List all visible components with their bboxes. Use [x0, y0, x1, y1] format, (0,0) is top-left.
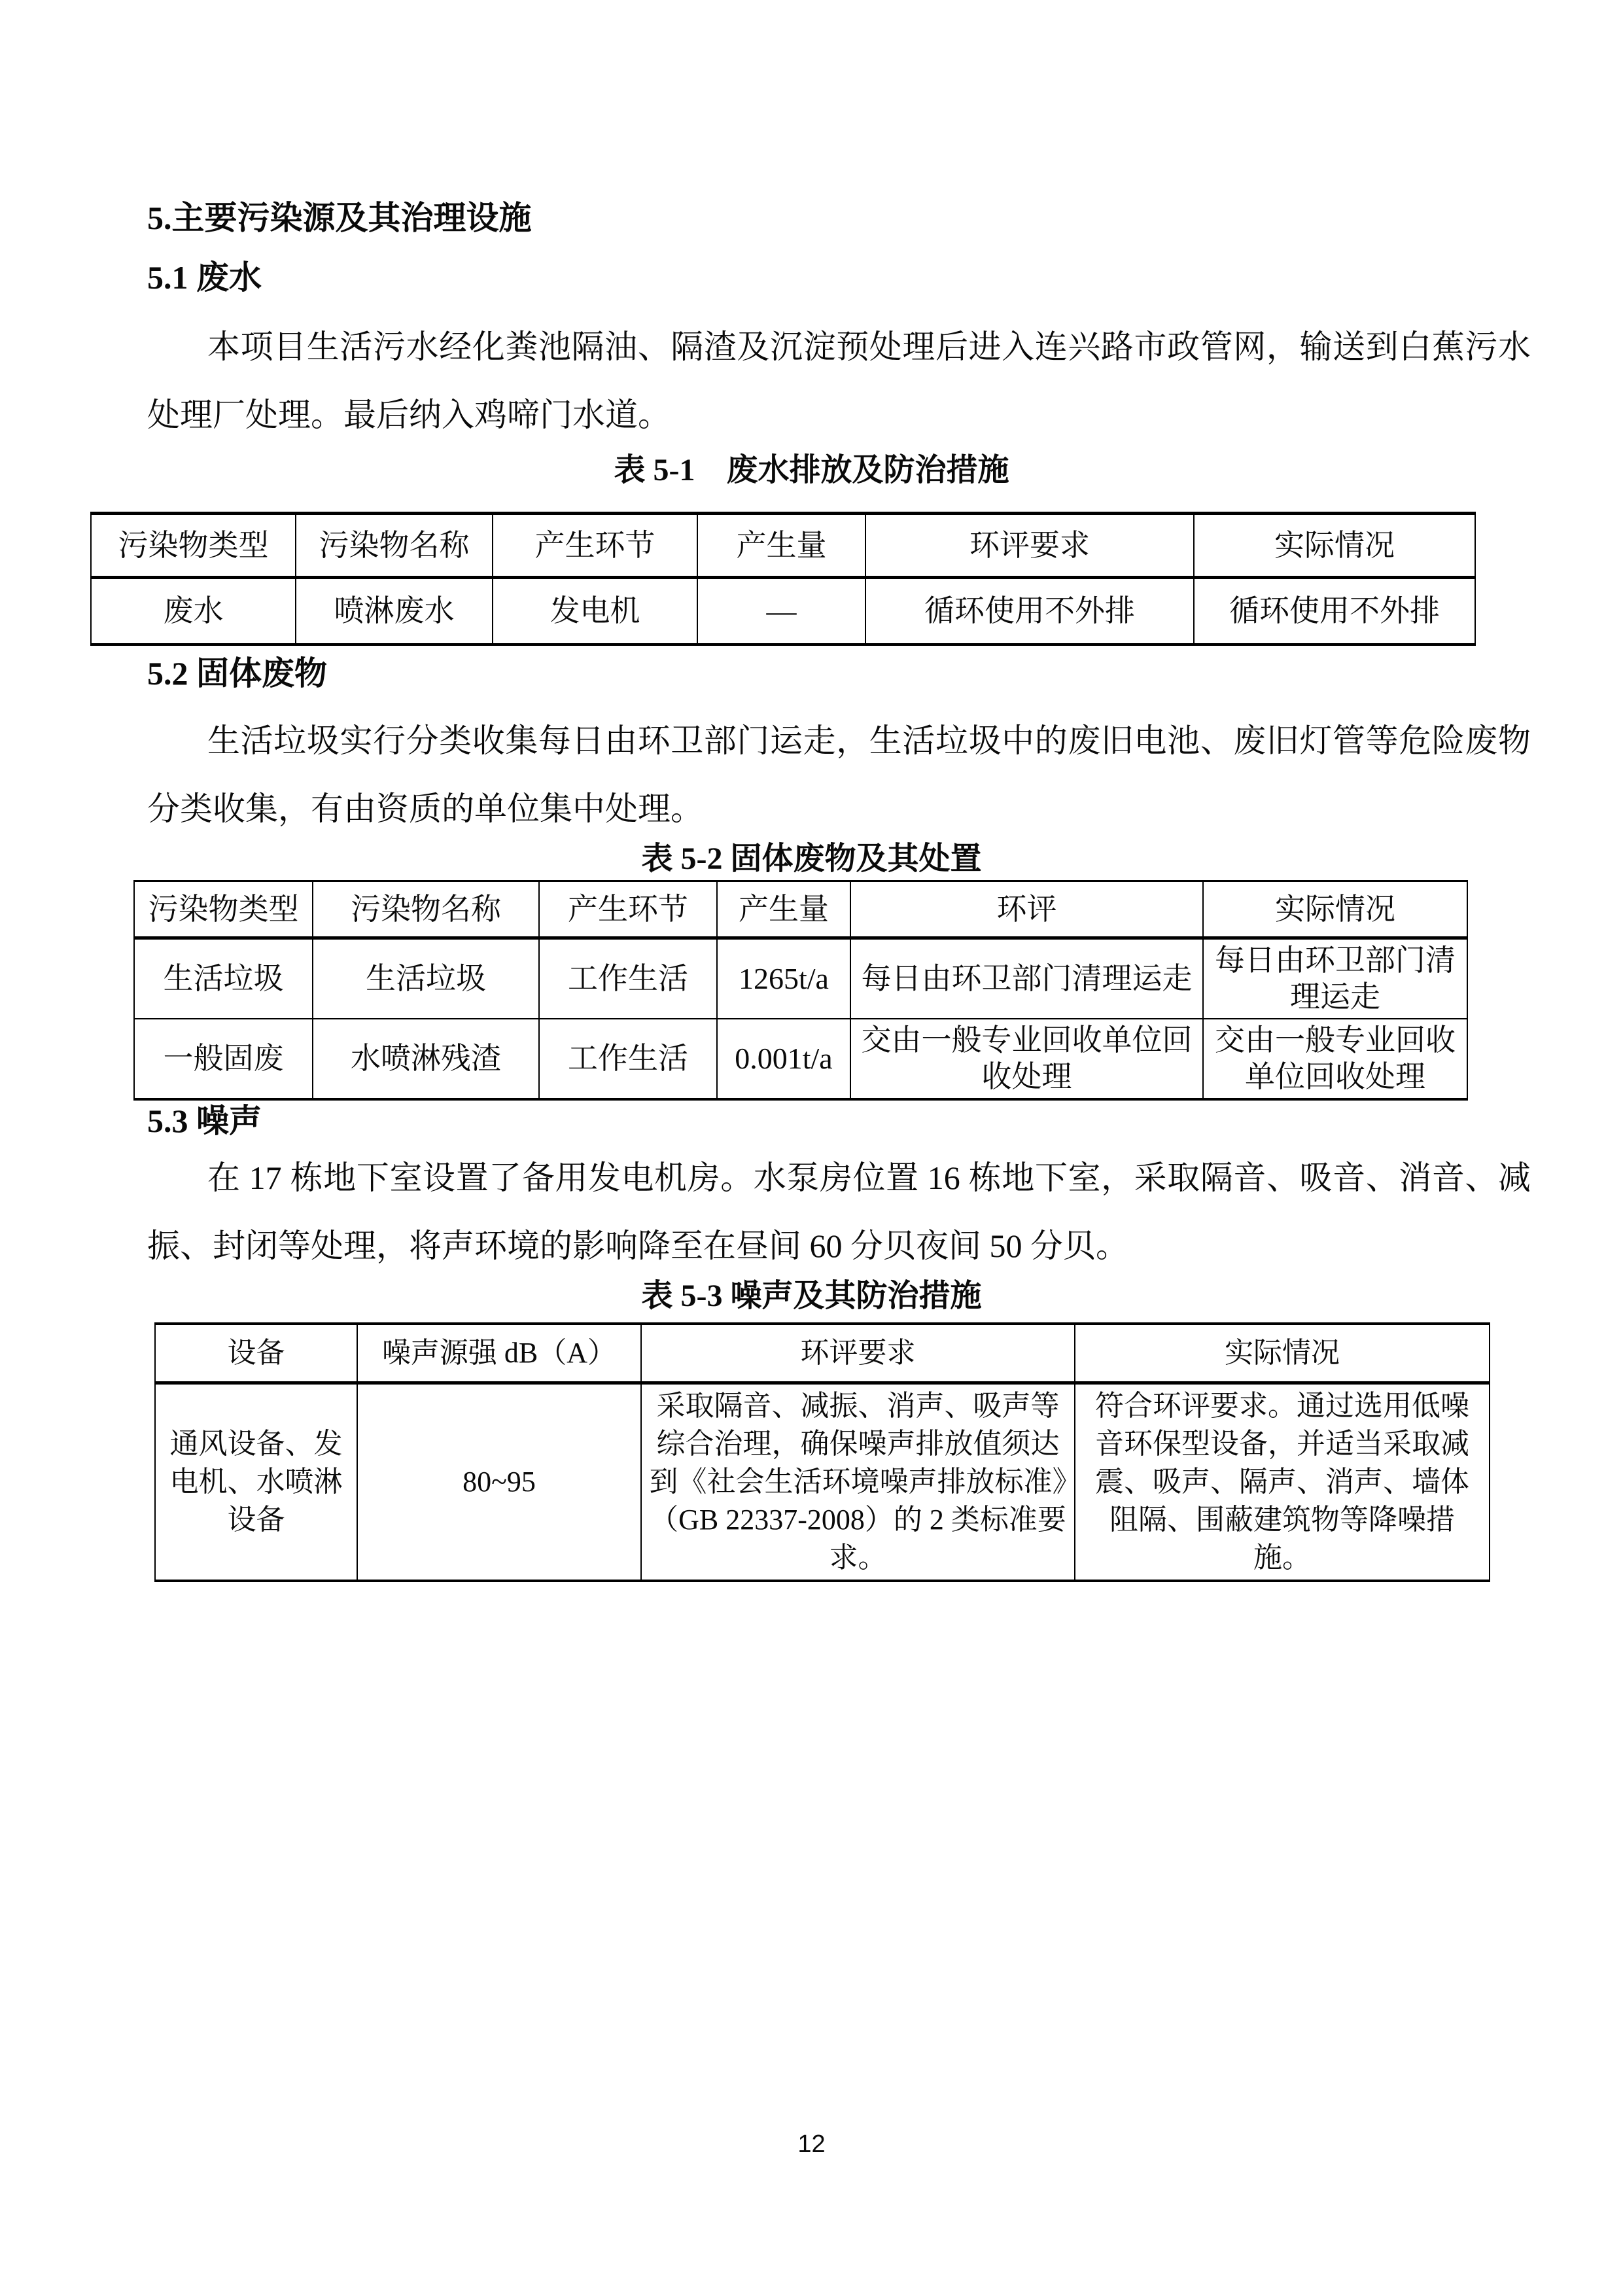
paragraph-noise: 在 17 栋地下室设置了备用发电机房。水泵房位置 16 栋地下室，采取隔音、吸音、消音、减振、封闭等处理，将声环境的影响降至在昼间 60 分贝夜间 50 分贝。	[147, 1159, 1531, 1264]
header-cell: 环评要求	[865, 514, 1194, 578]
table-5-2	[133, 880, 1468, 1101]
body-cell: 循环使用不外排	[1194, 578, 1475, 645]
header-cell: 实际情况	[1075, 1324, 1490, 1383]
header-cell: 污染物名称	[296, 514, 493, 578]
body-cell: 交由一般专业回收单位回收处理	[850, 1019, 1203, 1099]
paragraph-wastewater: 本项目生活污水经化粪池隔油、隔渣及沉淀预处理后进入连兴路市政管网，输送到白蕉污水处理厂处理。最后纳入鸡啼门水道。	[147, 328, 1531, 433]
table-5-1	[90, 512, 1476, 646]
header-cell: 环评	[850, 881, 1203, 938]
body-cell: 通风设备、发电机、水喷淋设备	[155, 1383, 357, 1581]
section-heading-5: 5.主要污染源及其治理设施	[147, 200, 532, 236]
header-cell: 设备	[155, 1324, 357, 1383]
page-number: 12	[797, 2130, 826, 2158]
table-row	[134, 938, 1467, 1019]
body-cell: 采取隔音、减振、消声、吸声等综合治理，确保噪声排放值须达到《社会生活环境噪声排放标准》（GB 22337-2008）的 2 类标准要求。	[641, 1383, 1075, 1581]
header-cell: 污染物类型	[134, 881, 313, 938]
header-cell: 产生量	[717, 881, 850, 938]
table-row	[91, 578, 1475, 645]
header-cell: 产生环节	[539, 881, 717, 938]
body-cell: 水喷淋残渣	[313, 1019, 539, 1099]
header-cell: 污染物名称	[313, 881, 539, 938]
table-5-2-title: 表 5-2 固体废物及其处置	[641, 841, 982, 876]
body-cell: 喷淋废水	[296, 578, 493, 645]
header-cell: 实际情况	[1203, 881, 1467, 938]
body-cell: —	[697, 578, 865, 645]
body-cell: 0.001t/a	[717, 1019, 850, 1099]
section-heading-5-3: 5.3 噪声	[147, 1103, 262, 1139]
paragraph-solid-waste: 生活垃圾实行分类收集每日由环卫部门运走，生活垃圾中的废旧电池、废旧灯管等危险废物分类收集，有由资质的单位集中处理。	[147, 722, 1531, 827]
body-cell: 一般固废	[134, 1019, 313, 1099]
body-cell: 80~95	[357, 1383, 641, 1581]
header-cell: 产生量	[697, 514, 865, 578]
header-cell: 环评要求	[641, 1324, 1075, 1383]
header-cell: 污染物类型	[91, 514, 296, 578]
body-cell: 每日由环卫部门清理运走	[850, 938, 1203, 1019]
body-cell: 符合环评要求。通过选用低噪音环保型设备，并适当采取减震、吸声、隔声、消声、墙体阻隔、围蔽建筑物等降噪措施。	[1075, 1383, 1490, 1581]
body-cell: 废水	[91, 578, 296, 645]
table-5-3-header-row	[155, 1324, 1490, 1383]
body-cell: 生活垃圾	[313, 938, 539, 1019]
body-cell: 1265t/a	[717, 938, 850, 1019]
table-5-3-title: 表 5-3 噪声及其防治措施	[641, 1279, 982, 1313]
body-cell: 循环使用不外排	[865, 578, 1194, 645]
table-5-3	[154, 1322, 1490, 1582]
section-heading-5-1: 5.1 废水	[147, 259, 262, 296]
header-cell: 产生环节	[493, 514, 697, 578]
table-5-2-header-row	[134, 881, 1467, 938]
body-cell: 工作生活	[539, 938, 717, 1019]
header-cell: 实际情况	[1194, 514, 1475, 578]
body-cell: 生活垃圾	[134, 938, 313, 1019]
table-row	[134, 1019, 1467, 1099]
header-cell: 噪声源强 dB（A）	[357, 1324, 641, 1383]
body-cell: 发电机	[493, 578, 697, 645]
body-cell: 交由一般专业回收单位回收处理	[1203, 1019, 1467, 1099]
body-cell: 每日由环卫部门清理运走	[1203, 938, 1467, 1019]
table-row	[155, 1383, 1490, 1581]
body-cell: 工作生活	[539, 1019, 717, 1099]
section-heading-5-2: 5.2 固体废物	[147, 655, 327, 692]
table-5-1-header-row	[91, 514, 1475, 578]
table-5-1-title: 表 5-1 废水排放及防治措施	[614, 453, 1009, 487]
